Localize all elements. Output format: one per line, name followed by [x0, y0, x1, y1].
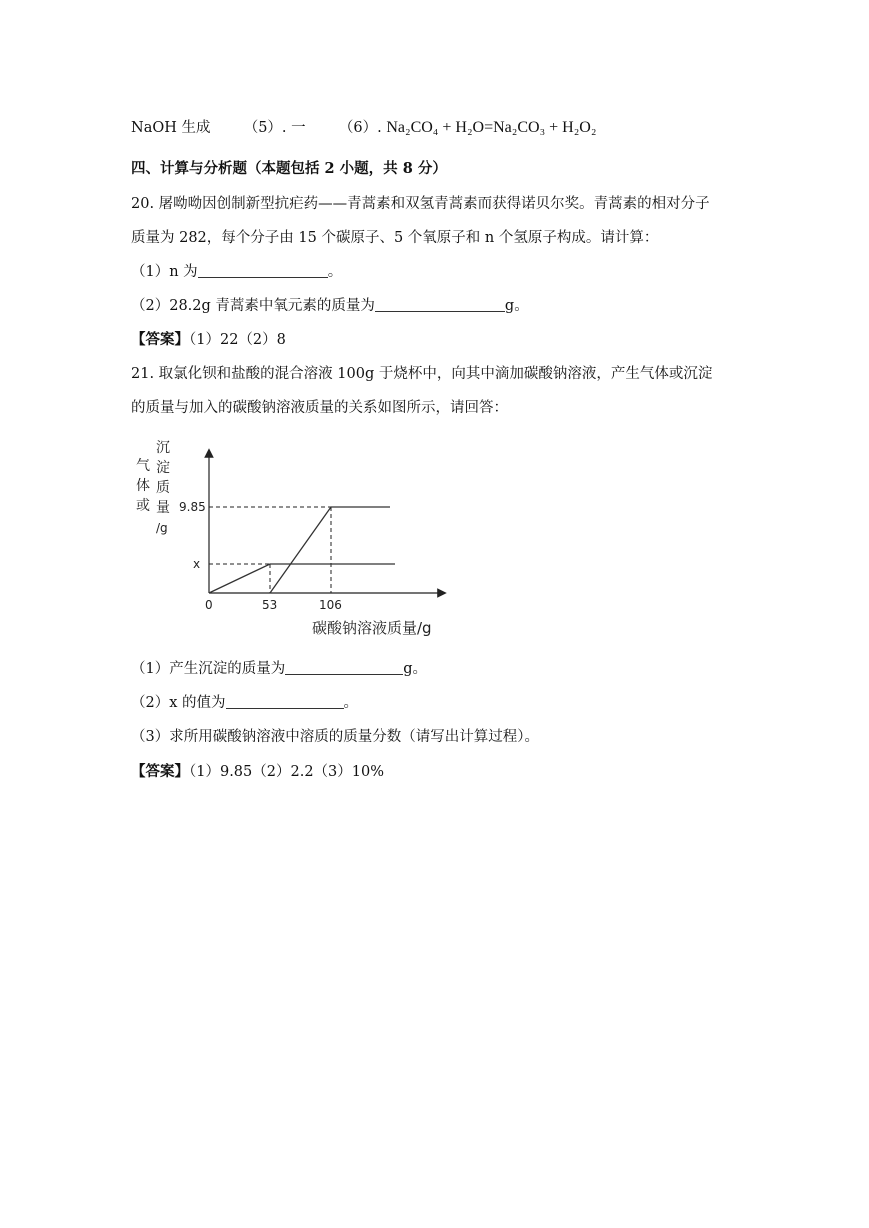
- answer-blank[interactable]: [226, 694, 344, 709]
- ylabel-col2-3: 量: [156, 500, 170, 516]
- x-tick-label: 53: [262, 598, 278, 612]
- q21-sub1-text: （1）产生沉淀的质量为: [131, 661, 286, 677]
- previous-answer-line: [131, 118, 596, 138]
- answer-label: 【答案】: [131, 331, 189, 348]
- answer-text: （1）22（2）8: [189, 332, 286, 348]
- ylabel-col2-0: 沉: [156, 440, 170, 456]
- q21-sub1: [131, 659, 427, 679]
- answer-blank[interactable]: [198, 263, 328, 278]
- x-tick-label: 106: [319, 598, 342, 612]
- series-gas-line: [209, 564, 395, 593]
- q21-line1: 21. 取氯化钡和盐酸的混合溶液 100g 于烧杯中，向其中滴加碳酸钠溶液，产生气体或沉淀: [131, 366, 713, 382]
- y-axis-label: [136, 440, 170, 535]
- item6-label: （6）.: [338, 120, 382, 136]
- y-tick-label: 9.85: [179, 500, 206, 514]
- section-title: 四、计算与分析题（本题包括 2 小题，共 8 分）: [131, 160, 447, 177]
- x-tick-label: 0: [205, 598, 213, 612]
- q20-sub2-text: （2）28.2g 青蒿素中氧元素的质量为: [131, 298, 375, 314]
- ylabel-col1-0: 气: [136, 458, 150, 474]
- answer-blank[interactable]: [375, 297, 505, 312]
- q20-line1: 20. 屠呦呦因创制新型抗疟药——青蒿素和双氢青蒿素而获得诺贝尔奖。青蒿素的相对分子: [131, 196, 710, 212]
- q21-sub3: （3）求所用碳酸钠溶液中溶质的质量分数（请写出计算过程）。: [131, 729, 539, 745]
- q21-sub2-end: 。: [343, 695, 359, 711]
- answer-label: 【答案】: [131, 763, 189, 780]
- ylabel-col1-1: 体: [136, 478, 150, 494]
- q20-sub1-text: （1）n 为: [131, 264, 198, 280]
- q21-sub1-end: g。: [403, 661, 428, 677]
- reaction-graph: [130, 435, 460, 640]
- x-axis-label: 碳酸钠溶液质量/g: [312, 619, 432, 637]
- q20-answer: [131, 330, 286, 350]
- series-precipitate-line: [270, 507, 390, 593]
- prev-prefix: NaOH 生成: [131, 120, 211, 136]
- item5-answer: 一: [291, 120, 306, 136]
- item5-label: （5）.: [243, 120, 287, 136]
- q21-sub2: [131, 693, 358, 713]
- q20-sub1-end: 。: [327, 264, 343, 280]
- ylabel-col2-4: /g: [156, 521, 168, 535]
- answer-text: （1）9.85（2）2.2（3）10%: [189, 764, 384, 780]
- q21-answer: [131, 762, 384, 782]
- ylabel-col1-2: 或: [136, 498, 150, 514]
- answer-blank[interactable]: [285, 660, 403, 675]
- chemical-equation: Na₂CO₄ + H₂O=Na₂CO₃ + H₂O₂: [386, 119, 597, 136]
- y-tick-label: x: [193, 557, 201, 571]
- q20-sub1: [131, 262, 342, 282]
- ylabel-col2-2: 质: [156, 480, 170, 496]
- q20-sub2-end: g。: [504, 298, 529, 314]
- q20-line2: 质量为 282，每个分子由 15 个碳原子、5 个氧原子和 n 个氢原子构成。请计算：: [131, 230, 659, 246]
- ylabel-col2-1: 淀: [156, 460, 170, 476]
- q20-sub2: [131, 296, 529, 316]
- q21-sub2-text: （2）x 的值为: [131, 695, 226, 711]
- q21-line2: 的质量与加入的碳酸钠溶液质量的关系如图所示，请回答：: [131, 400, 508, 416]
